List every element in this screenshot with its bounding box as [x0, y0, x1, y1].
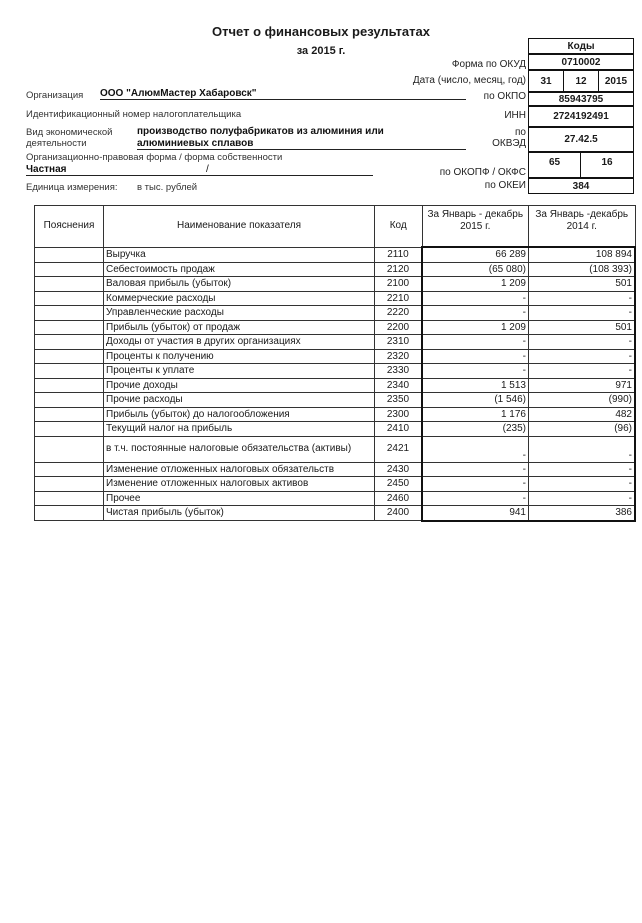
row-value-2014: -	[529, 349, 636, 364]
table-row	[35, 277, 636, 292]
table-row	[35, 477, 636, 492]
table-row	[35, 349, 636, 364]
legal-form-value	[26, 164, 373, 176]
table-row	[35, 247, 636, 262]
inn-label: ИНН	[504, 110, 526, 121]
row-name: Доходы от участия в других организациях	[104, 335, 375, 350]
row-code: 2200	[375, 320, 423, 335]
table-row	[35, 306, 636, 321]
row-value-2014: -	[529, 291, 636, 306]
row-name: Текущий налог на прибыль	[104, 422, 375, 437]
okopf-label: по ОКОПФ / ОКФС	[439, 167, 526, 178]
row-name: Прибыль (убыток) до налогообложения	[104, 407, 375, 422]
row-value-2015: 1 513	[422, 378, 529, 393]
row-value-2015: -	[422, 364, 529, 379]
activity-label	[26, 127, 112, 149]
row-name: Проценты к уплате	[104, 364, 375, 379]
table-row	[35, 364, 636, 379]
row-name: Прочие расходы	[104, 393, 375, 408]
notes-cell	[35, 477, 104, 492]
row-code: 2340	[375, 378, 423, 393]
row-value-2015: -	[422, 291, 529, 306]
row-value-2015: 1 209	[422, 320, 529, 335]
row-value-2014: -	[529, 477, 636, 492]
okved-value: 27.42.5	[528, 127, 634, 152]
row-name: Выручка	[104, 247, 375, 262]
row-name: Себестоимость продаж	[104, 262, 375, 277]
page-title: Отчет о финансовых результатах	[212, 24, 430, 39]
row-name: Коммерческие расходы	[104, 291, 375, 306]
notes-cell	[35, 306, 104, 321]
notes-cell	[35, 364, 104, 379]
row-value-2014: -	[529, 306, 636, 321]
row-value-2015: 941	[422, 506, 529, 521]
row-value-2015: -	[422, 306, 529, 321]
col-header-2015: За Январь - декабрь 2015 г.	[422, 206, 529, 248]
table-row	[35, 436, 636, 462]
row-code: 2410	[375, 422, 423, 437]
table-row	[35, 422, 636, 437]
date-day: 31	[528, 70, 564, 92]
date-month: 12	[563, 70, 599, 92]
row-name: Изменение отложенных налоговых обязательств	[104, 462, 375, 477]
col-header-name: Наименование показателя	[104, 206, 375, 248]
row-value-2015: (1 546)	[422, 393, 529, 408]
notes-cell	[35, 349, 104, 364]
row-value-2014: 501	[529, 320, 636, 335]
row-code: 2460	[375, 491, 423, 506]
row-value-2015: -	[422, 462, 529, 477]
notes-cell	[35, 491, 104, 506]
table-row	[35, 335, 636, 350]
codes-header: Коды	[528, 38, 634, 54]
financial-results-table	[34, 205, 636, 522]
okved-label-line1: по	[515, 127, 526, 138]
row-name: Прочее	[104, 491, 375, 506]
col-header-notes: Пояснения	[35, 206, 104, 248]
row-code: 2110	[375, 247, 423, 262]
row-code: 2350	[375, 393, 423, 408]
row-value-2015: -	[422, 349, 529, 364]
notes-cell	[35, 422, 104, 437]
row-value-2015: -	[422, 436, 529, 462]
row-value-2014: (990)	[529, 393, 636, 408]
table-row	[35, 320, 636, 335]
row-code: 2210	[375, 291, 423, 306]
row-name: в т.ч. постоянные налоговые обязательства (активы)	[104, 436, 375, 462]
okei-value: 384	[528, 178, 634, 194]
notes-cell	[35, 291, 104, 306]
report-period: за 2015 г.	[296, 45, 346, 57]
table-row	[35, 291, 636, 306]
row-name: Управленческие расходы	[104, 306, 375, 321]
activity-line2: алюминиевых сплавов	[137, 138, 466, 150]
activity-line1: производство полуфабрикатов из алюминия или	[137, 126, 384, 137]
okved-label-line2: ОКВЭД	[492, 138, 526, 149]
row-value-2015: -	[422, 477, 529, 492]
row-value-2014: (108 393)	[529, 262, 636, 277]
row-code: 2400	[375, 506, 423, 521]
notes-cell	[35, 262, 104, 277]
notes-cell	[35, 378, 104, 393]
col-header-2014: За Январь -декабрь 2014 г.	[529, 206, 636, 248]
org-label: Организация	[26, 90, 84, 101]
notes-cell	[35, 436, 104, 462]
okfs-value: 16	[580, 152, 634, 178]
row-value-2015: 1 209	[422, 277, 529, 292]
table-row	[35, 378, 636, 393]
notes-cell	[35, 506, 104, 521]
row-value-2014: 386	[529, 506, 636, 521]
row-value-2015: 1 176	[422, 407, 529, 422]
table-row-net-profit	[35, 506, 636, 521]
row-code: 2120	[375, 262, 423, 277]
notes-cell	[35, 462, 104, 477]
row-code: 2100	[375, 277, 423, 292]
notes-cell	[35, 320, 104, 335]
notes-cell	[35, 247, 104, 262]
okved-label	[492, 127, 526, 149]
row-name: Прибыль (убыток) от продаж	[104, 320, 375, 335]
row-name: Чистая прибыль (убыток)	[104, 506, 375, 521]
table-row	[35, 407, 636, 422]
taxpayer-id-label: Идентификационный номер налогоплательщика	[26, 109, 242, 120]
table-row	[35, 462, 636, 477]
ownership-separator: /	[206, 164, 209, 175]
row-code: 2310	[375, 335, 423, 350]
notes-cell	[35, 407, 104, 422]
row-value-2014: -	[529, 364, 636, 379]
table-row	[35, 393, 636, 408]
row-code: 2450	[375, 477, 423, 492]
col-header-code: Код	[375, 206, 423, 248]
row-name: Валовая прибыль (убыток)	[104, 277, 375, 292]
row-value-2014: 108 894	[529, 247, 636, 262]
unit-label: Единица измерения:	[26, 182, 118, 193]
org-name: ООО "АлюмМастер Хабаровск"	[100, 88, 466, 100]
row-code: 2430	[375, 462, 423, 477]
row-code: 2300	[375, 407, 423, 422]
row-value-2014: 482	[529, 407, 636, 422]
row-value-2014: -	[529, 335, 636, 350]
row-value-2014: (96)	[529, 422, 636, 437]
row-value-2014: -	[529, 491, 636, 506]
row-value-2015: 66 289	[422, 247, 529, 262]
row-code: 2330	[375, 364, 423, 379]
row-code: 2220	[375, 306, 423, 321]
activity-label-line1: Вид экономической	[26, 127, 113, 138]
legal-form-label: Организационно-правовая форма / форма собственности	[26, 152, 283, 163]
row-value-2014: 971	[529, 378, 636, 393]
row-value-2014: 501	[529, 277, 636, 292]
okpo-label: по ОКПО	[483, 91, 526, 102]
row-value-2014: -	[529, 436, 636, 462]
inn-value: 2724192491	[528, 106, 634, 127]
row-name: Изменение отложенных налоговых активов	[104, 477, 375, 492]
okpo-value: 85943795	[528, 92, 634, 106]
okopf-value: 65	[528, 152, 581, 178]
okud-label: Форма по ОКУД	[451, 59, 526, 70]
okud-value: 0710002	[528, 54, 634, 70]
row-code: 2320	[375, 349, 423, 364]
notes-cell	[35, 393, 104, 408]
row-value-2014: -	[529, 462, 636, 477]
codes-box	[528, 38, 634, 198]
unit-value: в тыс. рублей	[137, 182, 198, 193]
row-value-2015: (235)	[422, 422, 529, 437]
row-name: Прочие доходы	[104, 378, 375, 393]
row-value-2015: (65 080)	[422, 262, 529, 277]
legal-form: Частная	[26, 164, 67, 175]
table-header-row	[35, 206, 636, 248]
notes-cell	[35, 335, 104, 350]
row-code: 2421	[375, 436, 423, 462]
row-name: Проценты к получению	[104, 349, 375, 364]
okei-label: по ОКЕИ	[484, 180, 526, 191]
row-value-2015: -	[422, 335, 529, 350]
date-label: Дата (число, месяц, год)	[412, 75, 526, 86]
row-value-2015: -	[422, 491, 529, 506]
table-row	[35, 491, 636, 506]
notes-cell	[35, 277, 104, 292]
date-year: 2015	[598, 70, 634, 92]
table-row	[35, 262, 636, 277]
activity-label-line2: деятельности	[26, 138, 87, 149]
